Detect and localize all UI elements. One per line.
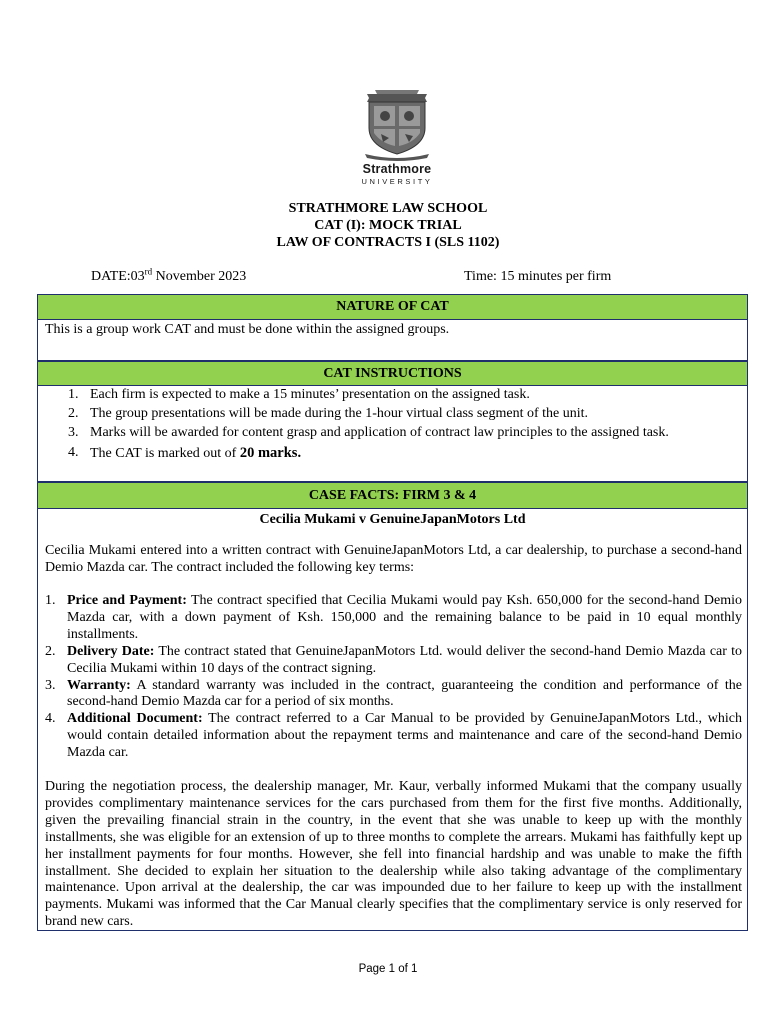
case-heading: CASE FACTS: FIRM 3 & 4 [37,482,748,509]
university-logo [355,88,439,188]
date-suffix: November 2023 [152,269,247,284]
date-prefix: DATE:03 [91,269,145,284]
date-ordinal: rd [144,266,153,277]
marks-total: 20 marks. [239,445,302,461]
cat-title: CAT (I): MOCK TRIAL [314,218,462,233]
instructions-cell: 1. Each firm is expected to make a 15 minutes’ presentation on the assigned task. 2. The group presentations will be made during the 1-hour virtual class segment of the unit. 3. Marks will be awarded for content grasp and application of contract law principles to the assigned task. 4. The CAT is marked out of 20 marks. [37,386,748,482]
list-item: 3. Warranty: A standard warranty was included in the contract, guaranteeing the condition and performance of the second-hand Demio Mazda car for a period of six months. [45,677,742,710]
logo-subtitle: UNIVERSITY [361,177,433,186]
case-cell [37,509,748,931]
list-item: 4. Additional Document: The contract referred to a Car Manual to be provided by GenuineJapanMotors Ltd., which would contain detailed information about the repayment terms and maintenance and care of the second-hand Demio Mazda car. [45,711,742,761]
course-title: LAW OF CONTRACTS I (SLS 1102) [276,235,500,250]
logo-wordmark: Strathmore [362,162,432,176]
nature-heading: NATURE OF CAT [37,294,748,320]
school-title: STRATHMORE LAW SCHOOL [288,201,488,216]
case-title: Cecilia Mukami v GenuineJapanMotors Ltd [259,512,526,527]
case-intro: Cecilia Mukami entered into a written contract with GenuineJapanMotors Ltd, a car dealership, to purchase a second-hand Demio Mazda car. The contract included the following key terms: [45,543,742,575]
crest-icon [355,88,439,162]
contract-terms-list [45,593,742,762]
nature-text: This is a group work CAT and must be done within the assigned groups. [45,322,450,337]
page-number: Page 1 of 1 [358,963,418,975]
time-line: Time: 15 minutes per firm [464,269,612,284]
list-item: 2. Delivery Date: The contract stated that GenuineJapanMotors Ltd. would deliver the second-hand Demio Mazda car to Cecilia Mukami within 10 days of the contract signing. [45,643,742,676]
instructions-heading: CAT INSTRUCTIONS [37,361,748,386]
nature-cell [37,320,748,361]
date-line [91,266,247,285]
document-titles [0,200,768,251]
case-narrative: During the negotiation process, the dealership manager, Mr. Kaur, verbally informed Mukami that the company usually provides complimentary maintenance services for the cars purchased from them for the first five months. Additionally, given the prevailing financial strain in the country, in the event that she was unable to keep up with the monthly installments, she was eligible for an extension of up to three months to complete the arrears. Mukami has faithfully kept up her installment payments for four months. However, she fell into financial hardship and was unable to make the fifth installment. She decided to explain her situation to the dealership while also taking advantage of the complimentary maintenance. Upon arrival at the dealership, the car was impounded due to her failure to keep up with the installment payments. Mukami was informed that the Car Manual clearly specifies that the complimentary service is only reserved for brand new cars. [45,779,742,930]
list-item: 1. Price and Payment: The contract specified that Cecilia Mukami would pay Ksh. 650,000 for the second-hand Demio Mazda car, with a down payment of Ksh. 150,000 and the remaining balance to be paid in 10 equal monthly installments. [45,593,742,642]
